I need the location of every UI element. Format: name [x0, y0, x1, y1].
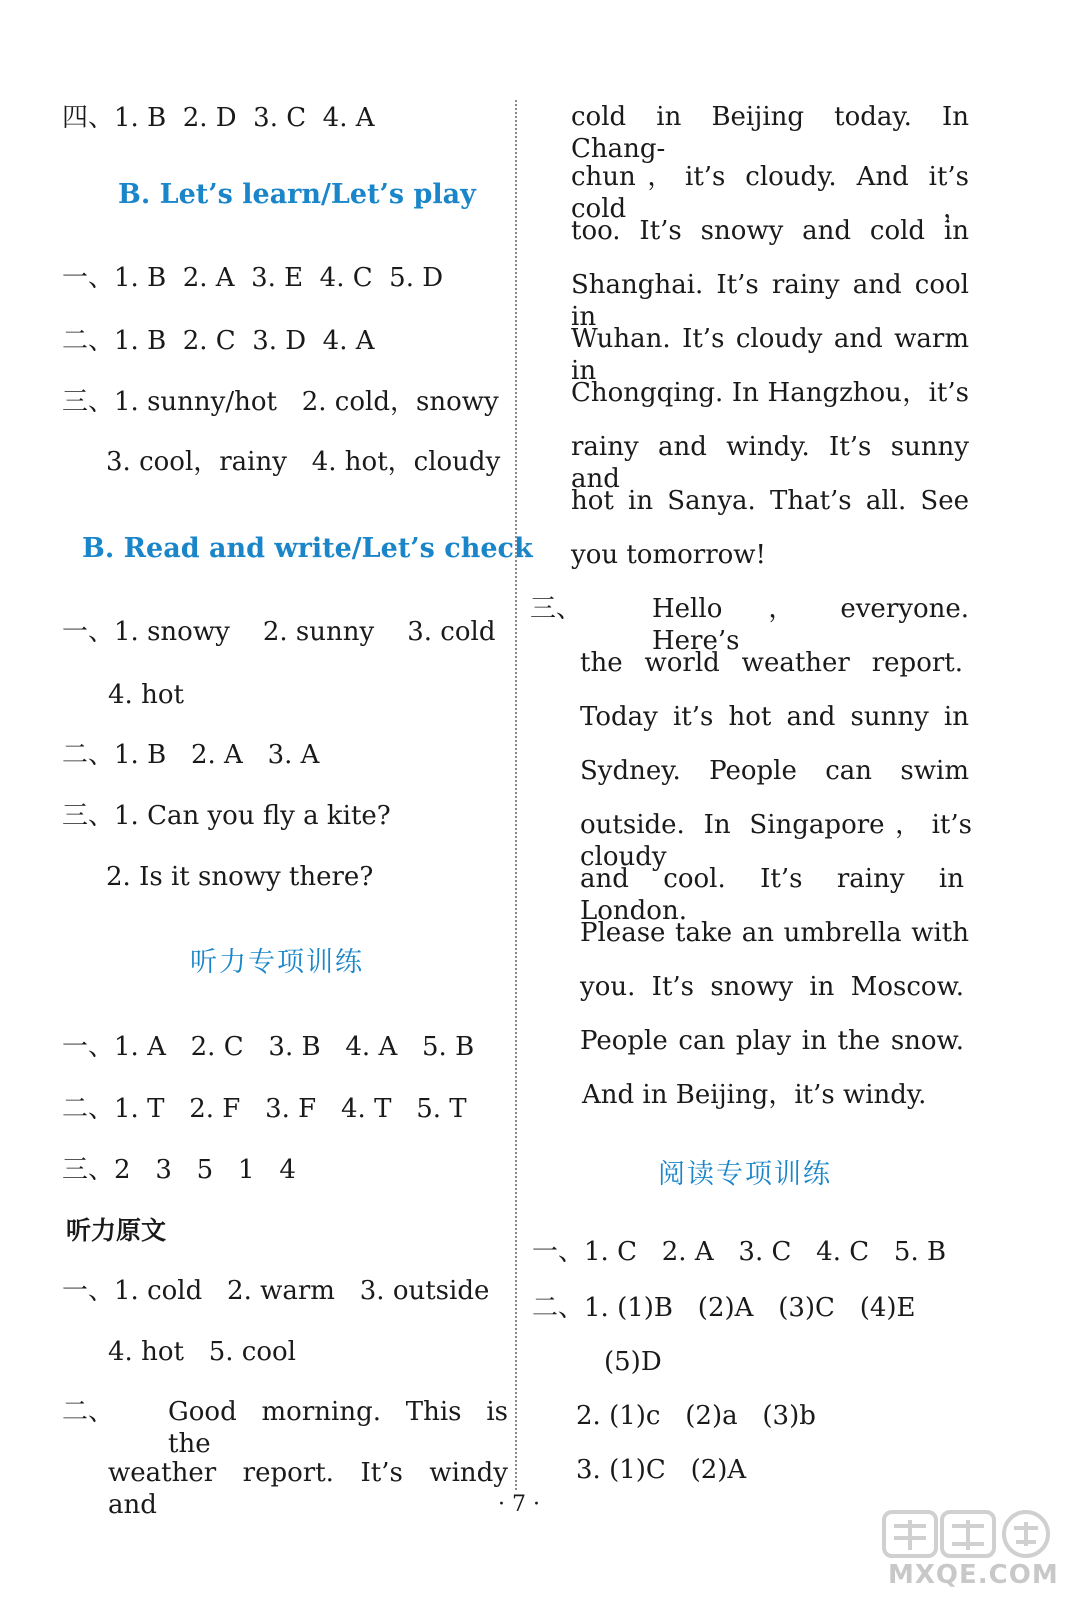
script-continued-line: cold in Beijing today. In Chang-: [571, 102, 969, 164]
reading-part-two-line4: 3. (1)C (2)A: [576, 1455, 747, 1485]
page-number: · 7 ·: [498, 1492, 540, 1517]
learn-part-three-line2: 3. cool，rainy 4. hot，cloudy: [106, 447, 501, 477]
watermark-text: MXQE.COM: [888, 1560, 1059, 1590]
script-part-three-prefix: 三、: [530, 594, 583, 624]
listen-part-two: 二、1. T 2. F 3. F 4. T 5. T: [62, 1094, 467, 1124]
reading-part-two-line2: (5)D: [604, 1347, 662, 1377]
script-part-two-line1: Good morning. This is the: [168, 1397, 508, 1459]
learn-part-three-line1: 三、1. sunny/hot 2. cold，snowy: [62, 387, 499, 417]
heading-listening-training: 听力专项训练: [190, 947, 364, 978]
read-part-two: 二、1. B 2. A 3. A: [62, 740, 320, 770]
script-part-three-line: outside. In Singapore，it’s cloudy: [580, 810, 972, 872]
read-part-one-line1: 一、1. snowy 2. sunny 3. cold: [62, 617, 496, 647]
column-divider: [515, 100, 517, 1490]
heading-read-and-write: B. Read and write/Let’s check: [82, 533, 533, 564]
script-part-three-line: People can play in the snow.: [580, 1026, 964, 1056]
read-part-one-line2: 4. hot: [108, 680, 184, 710]
listen-part-one: 一、1. A 2. C 3. B 4. A 5. B: [62, 1032, 475, 1062]
listening-script-title: 听力原文: [66, 1216, 167, 1245]
script-continued-line: Shanghai. It’s rainy and cool in: [571, 270, 969, 332]
script-part-two-line2: weather report. It’s windy and: [108, 1458, 508, 1520]
script-part-two-prefix: 二、: [62, 1397, 115, 1427]
learn-part-one: 一、1. B 2. A 3. E 4. C 5. D: [62, 263, 444, 293]
learn-part-two: 二、1. B 2. C 3. D 4. A: [62, 326, 375, 356]
script-part-three-line: Sydney. People can swim: [580, 756, 969, 786]
script-part-three-line: Today it’s hot and sunny in: [580, 702, 969, 732]
script-part-one-line1: 一、1. cold 2. warm 3. outside: [62, 1276, 490, 1306]
heading-lets-learn: B. Let’s learn/Let’s play: [118, 179, 476, 210]
script-part-three-line: you. It’s snowy in Moscow.: [580, 972, 964, 1002]
script-continued-line: Chongqing. In Hangzhou，it’s: [571, 378, 969, 408]
section-four-answers: 四、1. B 2. D 3. C 4. A: [62, 103, 375, 133]
script-part-three-line: the world weather report.: [580, 648, 963, 678]
listen-part-three: 三、2 3 5 1 4: [62, 1155, 296, 1185]
script-continued-line: you tomorrow!: [571, 540, 766, 570]
script-part-three-line: And in Beijing，it’s windy.: [582, 1080, 927, 1110]
reading-part-two-line3: 2. (1)c (2)a (3)b: [576, 1401, 816, 1431]
script-continued-line: too. It’s snowy and cold in: [571, 216, 969, 246]
script-continued-line: Wuhan. It’s cloudy and warm in: [571, 324, 969, 386]
script-part-three-line: Hello，everyone. Here’s: [652, 594, 969, 656]
script-continued-line: hot in Sanya. That’s all. See: [571, 486, 969, 516]
read-part-three-line1: 三、1. Can you fly a kite?: [62, 801, 391, 831]
reading-part-two-line1: 二、1. (1)B (2)A (3)C (4)E: [532, 1293, 916, 1323]
reading-part-one: 一、1. C 2. A 3. C 4. C 5. B: [532, 1237, 947, 1267]
script-continued-line: rainy and windy. It’s sunny and: [571, 432, 969, 494]
read-part-three-line2: 2. Is it snowy there?: [106, 862, 374, 892]
heading-reading-training: 阅读专项训练: [658, 1159, 832, 1190]
script-part-three-line: Please take an umbrella with: [580, 918, 969, 948]
script-part-three-line: and cool. It’s rainy in London.: [580, 864, 964, 926]
script-part-one-line2: 4. hot 5. cool: [108, 1337, 296, 1367]
script-continued-line: chun，it’s cloudy. And it’s cold，: [571, 162, 969, 224]
